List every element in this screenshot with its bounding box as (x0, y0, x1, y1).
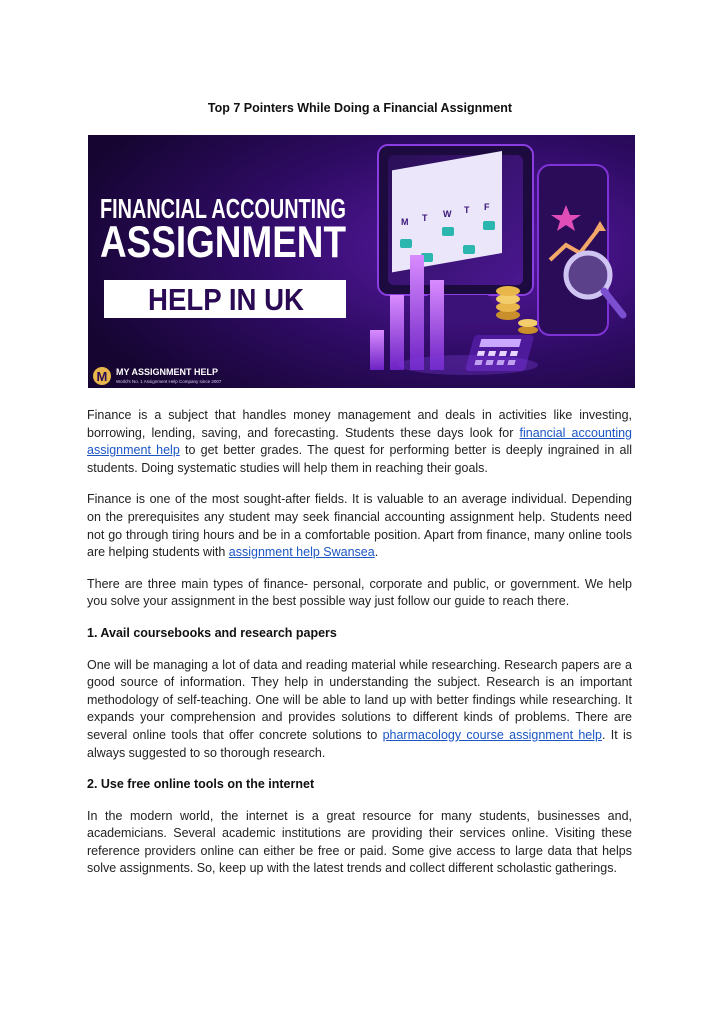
calendar-letter-t2: T (464, 205, 470, 215)
brand-tagline: World's No. 1 Assignment Help Company since 2007 (116, 379, 222, 384)
banner-line-3: HELP IN UK (148, 282, 305, 317)
link-assignment-help-swansea[interactable]: assignment help Swansea (228, 545, 375, 560)
document-title: Top 7 Pointers While Doing a Financial Assignment (207, 101, 513, 115)
article-body (87, 407, 632, 892)
paragraph-internet: In the modern world, the internet is a great resource for many students, businesses and, academicians. Several academic institutions are providing their services online. Visiting these reference providers online can either be free or paid. Some give access to large data that helps solve assignments. So, keep up with the latest trends and collect different scholastic gatherings. (87, 808, 632, 876)
calendar-letter-t1: T (422, 213, 428, 223)
heading-online-tools: 2. Use free online tools on the internet (87, 777, 315, 792)
paragraph-research: One will be managing a lot of data and reading material while researching. Research papers are a good source of information. They help in understanding the subject. Research is an important methodology of self-teaching. One will be able to land up with better findings while researching. It expands your comprehension and provides solutions to different kinds of problems. There are several online tools that offer concrete solutions to pharmacology course assignment help. It is always suggested to so thorough research. (87, 657, 632, 760)
paragraph-finance-types: There are three main types of finance- personal, corporate and public, or government. We help you solve your assignment in the best possible way just follow our guide to reach there. (87, 576, 632, 609)
phone-illustration (538, 165, 608, 335)
paragraph-finance-fields: Finance is one of the most sought-after fields. It is valuable to an average individual. Depending on the prerequisites any student may seek financial accounting assignment help. Students need not go through tiring hours and be in a comfortable position. Apart from finance, many online tools are helping students with assignment help Swansea. (87, 492, 632, 560)
heading-coursebooks: 1. Avail coursebooks and research papers (87, 625, 337, 640)
paragraph-intro: Finance is a subject that handles money management and deals in activities like investing, borrowing, lending, saving, and forecasting. Students these days look for financial accounting assignment help to get better grades. The quest for performing better is deeply ingrained in all students. Doing systematic studies will help them in reaching their goals. (87, 408, 633, 475)
calendar-letter-w: W (443, 209, 452, 219)
banner-line-2: ASSIGNMENT (100, 216, 347, 267)
brand-name: MY ASSIGNMENT HELP (116, 367, 219, 377)
banner-image (88, 135, 635, 388)
link-financial-accounting-assignment-help[interactable]: financial accounting assignment help (87, 425, 632, 458)
brand-initial: M (96, 369, 108, 384)
calendar-letter-f: F (484, 202, 490, 212)
calendar-letter-m: M (401, 217, 409, 227)
link-pharmacology-course-assignment-help[interactable]: pharmacology course assignment help (382, 727, 602, 742)
banner-line-1: FINANCIAL ACCOUNTING (100, 194, 346, 225)
